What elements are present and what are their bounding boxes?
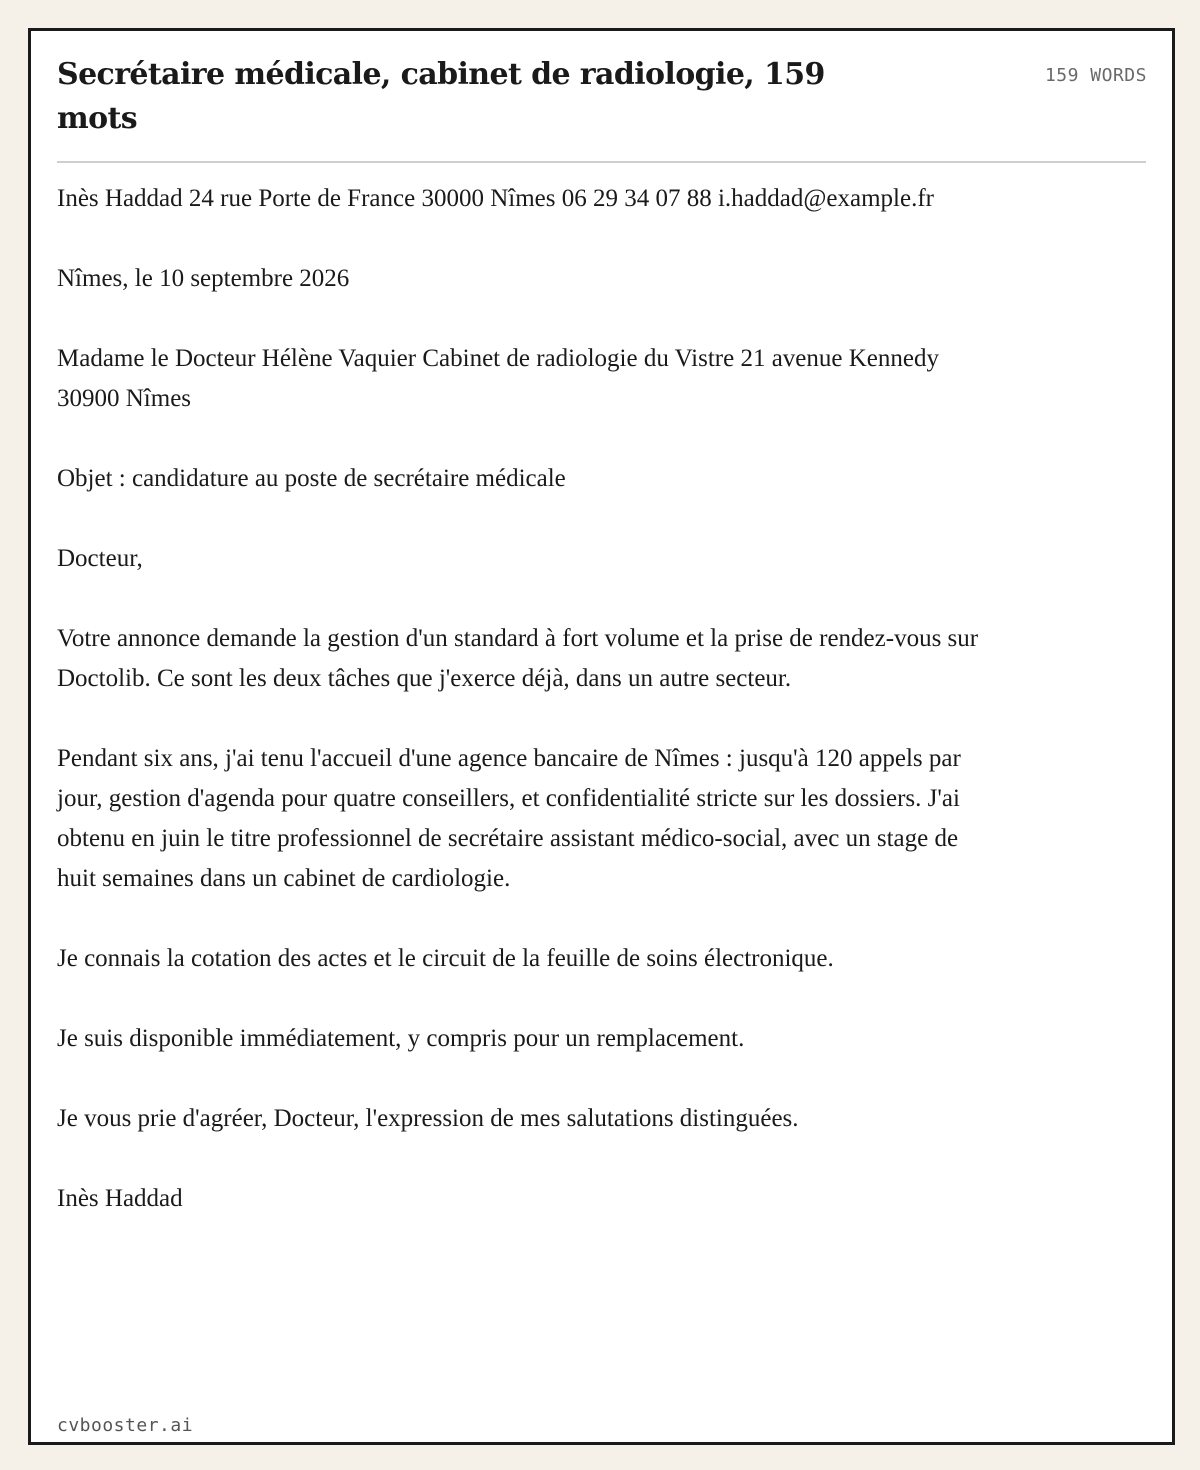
- body-paragraph: Je connais la cotation des actes et le circuit de la feuille de soins électronique.: [57, 945, 834, 972]
- letter-salutation: Docteur,: [57, 545, 143, 572]
- letter-closing: Je vous prie d'agréer, Docteur, l'expression de mes salutations distinguées.: [57, 1105, 799, 1132]
- letter-body: [57, 179, 997, 1259]
- recipient-block: Madame le Docteur Hélène Vaquier Cabinet de radiologie du Vistre 21 avenue Kennedy 30900 Nîmes: [57, 345, 939, 412]
- header-divider: [57, 161, 1146, 163]
- word-count-badge: 159 WORDS: [1044, 65, 1147, 86]
- body-paragraph: Votre annonce demande la gestion d'un standard à fort volume et la prise de rendez-vous sur Doctolib. Ce sont les deux tâches que j'exerce déjà, dans un autre secteur.: [57, 625, 979, 692]
- footer-brand: cvbooster.ai: [57, 1415, 194, 1436]
- cover-letter-card: [28, 28, 1175, 1445]
- letter-subject: Objet : candidature au poste de secrétaire médicale: [57, 465, 566, 492]
- letter-header: [57, 53, 1147, 141]
- body-paragraph: Je suis disponible immédiatement, y compris pour un remplacement.: [57, 1025, 745, 1052]
- page-title: Secrétaire médicale, cabinet de radiologie, 159 mots: [57, 57, 825, 136]
- letter-signature: Inès Haddad: [57, 1185, 183, 1212]
- body-paragraph: Pendant six ans, j'ai tenu l'accueil d'une agence bancaire de Nîmes : jusqu'à 120 appels par jour, gestion d'agenda pour quatre conseillers, et confidentialité stricte sur les dossiers. J'ai obtenu en juin le titre professionnel de secrétaire assistant médico-social, avec un stage de huit semaines dans un cabinet de cardiologie.: [57, 745, 961, 892]
- sender-block: Inès Haddad 24 rue Porte de France 30000 Nîmes 06 29 34 07 88 i.haddad@example.fr: [57, 185, 934, 212]
- letter-date: Nîmes, le 10 septembre 2026: [57, 265, 350, 292]
